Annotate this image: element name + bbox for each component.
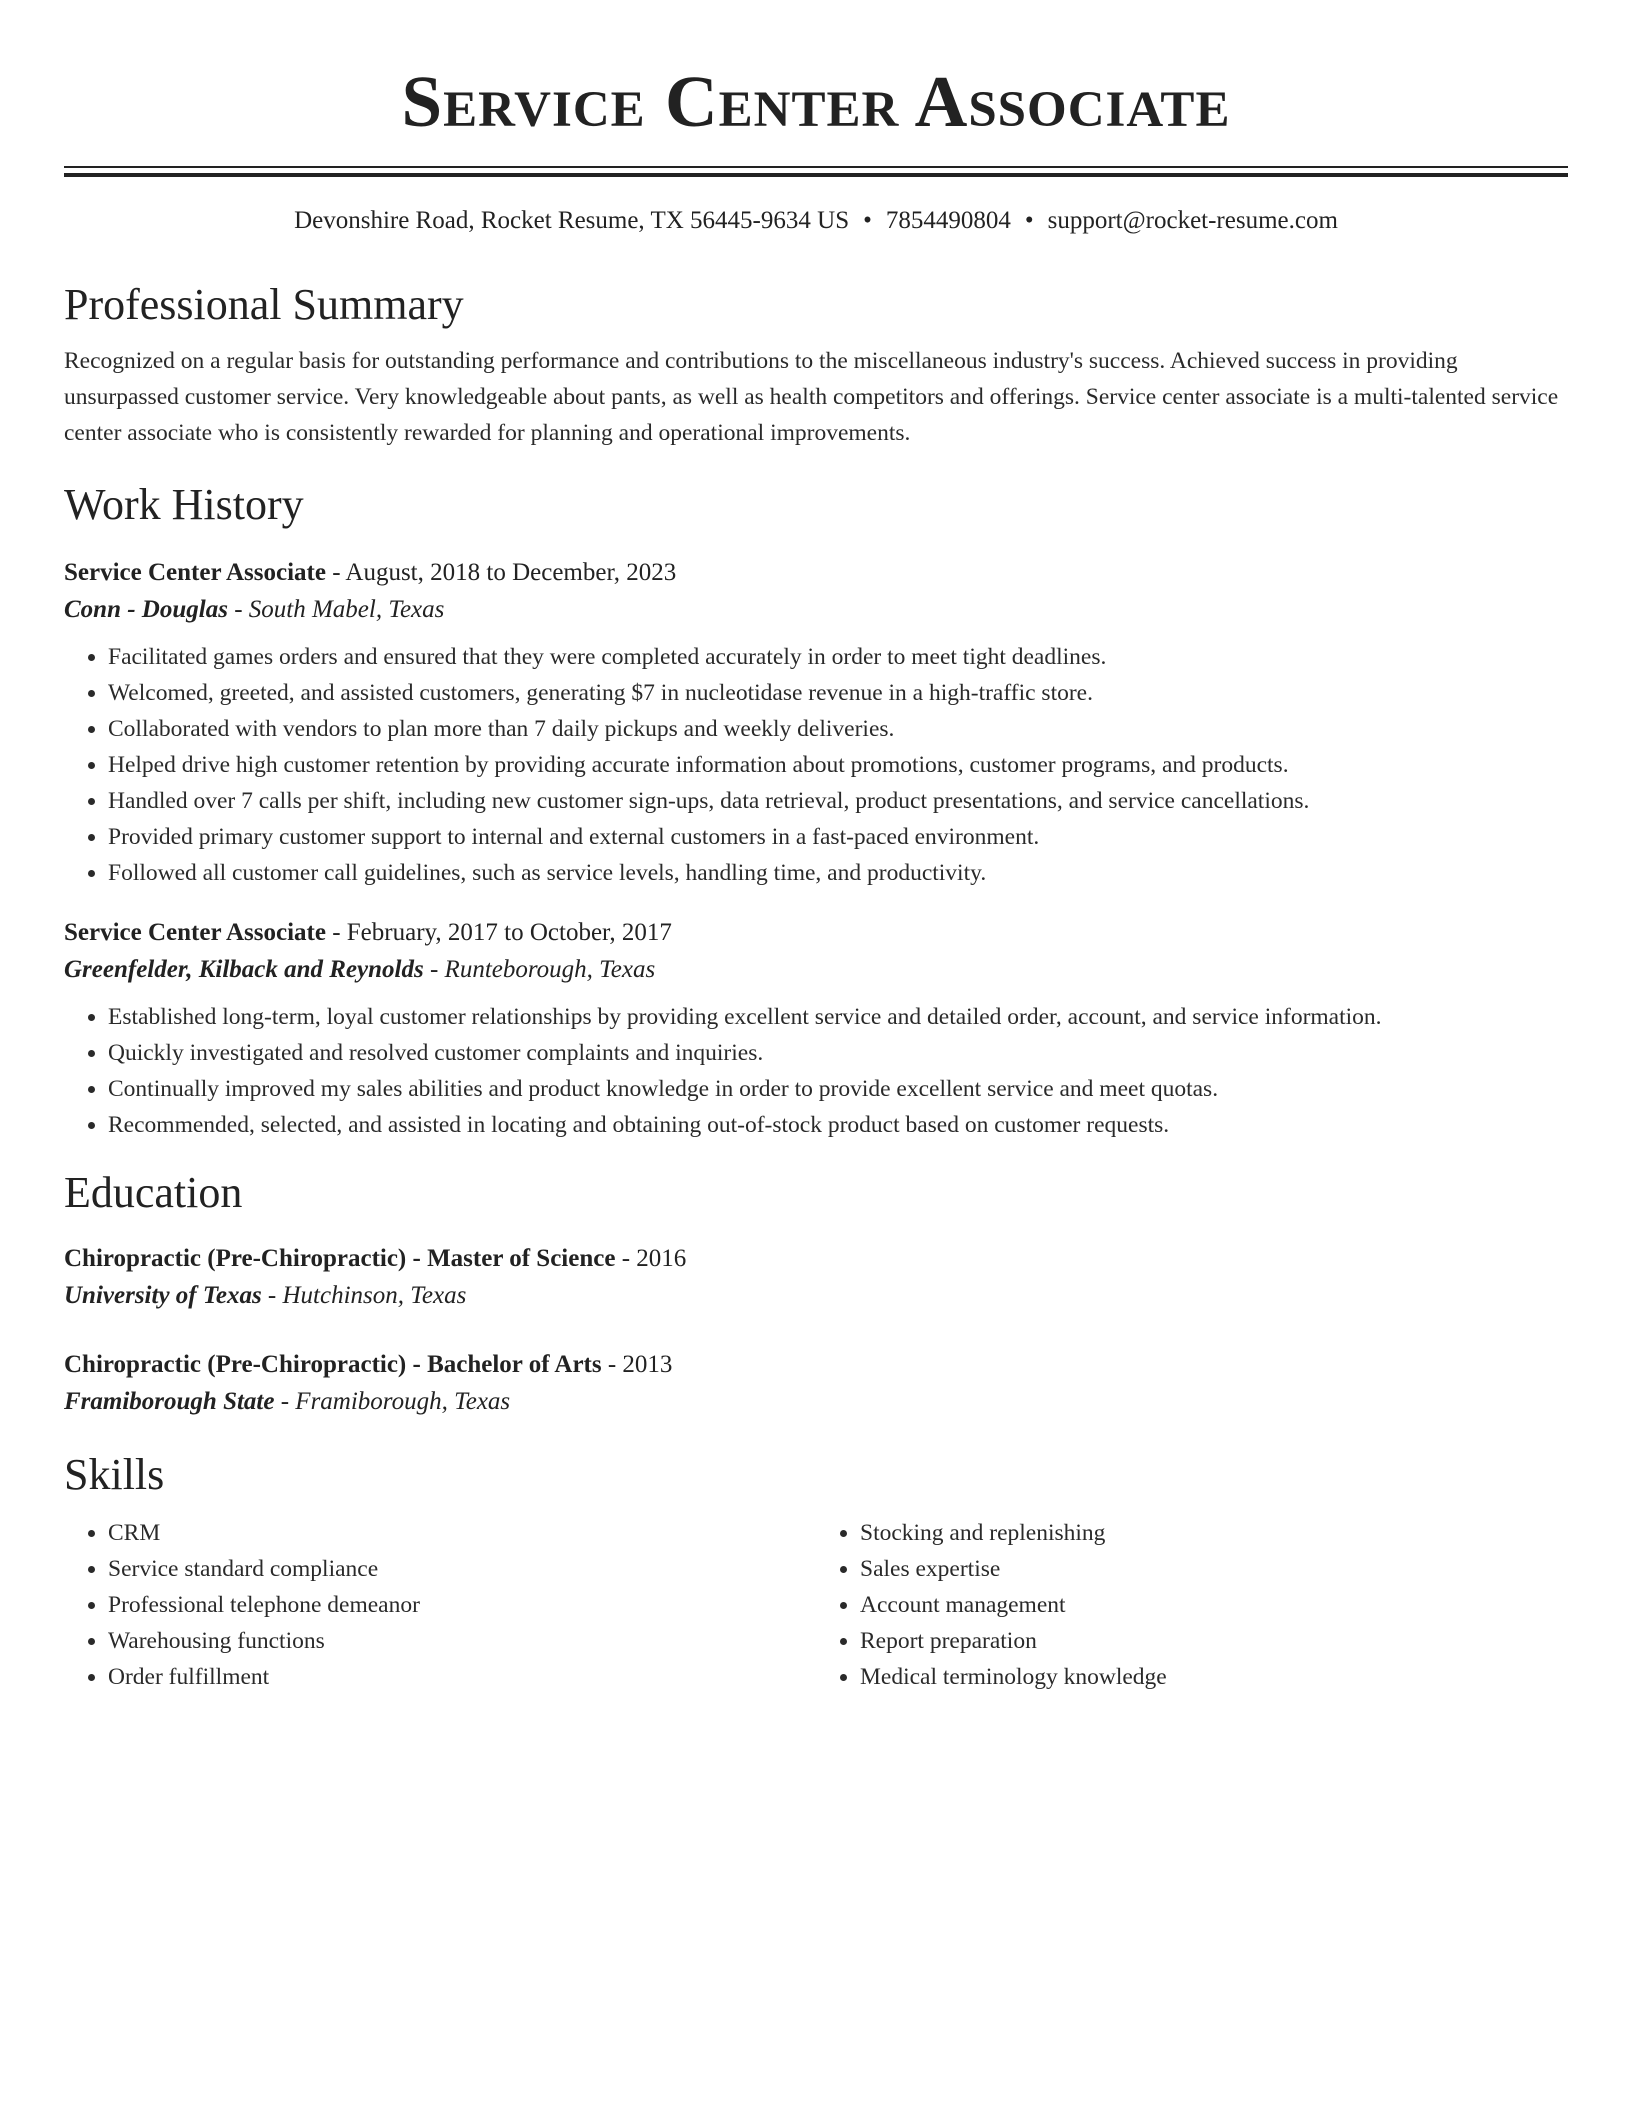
skill-item: • Sales expertise — [860, 1551, 1568, 1587]
skill-item: • Order fulfillment — [108, 1659, 816, 1695]
section-heading-skills: Skills — [64, 1450, 165, 1499]
education-school-line — [64, 1383, 1568, 1421]
job-bullet: • Recommended, selected, and assisted in locating and obtaining out-of-stock product based on customer requests. — [108, 1107, 1568, 1143]
header-divider — [64, 166, 1568, 177]
contact-separator: • — [863, 207, 872, 234]
job-entry — [64, 915, 1568, 1143]
section-heading-work-history: Work History — [64, 480, 304, 529]
job-dates: - August, 2018 to December, 2023 — [325, 559, 677, 586]
skills-column-left — [64, 1515, 816, 1695]
contact-line — [64, 205, 1568, 237]
section-heading-education: Education — [64, 1168, 243, 1217]
skill-item: • Professional telephone demeanor — [108, 1587, 816, 1623]
skill-item: • Account management — [860, 1587, 1568, 1623]
job-role: Service Center Associate — [64, 919, 326, 946]
summary-text: Recognized on a regular basis for outstanding performance and contributions to the miscellaneous industry's success. Achieved success in providing unsurpassed customer service. Very knowledgeable about pants, as well as health competitors and offerings. Service center associate is a multi-talented service center associate who is consistently rewarded for planning and operational improvements. — [64, 348, 1559, 446]
job-bullet: • Facilitated games orders and ensured that they were completed accurately in order to meet tight deadlines. — [108, 639, 1568, 675]
job-bullet: • Established long-term, loyal customer relationships by providing excellent service and detailed order, account, and service information. — [108, 999, 1568, 1035]
education-school: University of Texas — [64, 1282, 262, 1309]
contact-separator: • — [1024, 207, 1034, 234]
job-bullet: • Collaborated with vendors to plan more than 7 daily pickups and weekly deliveries. — [108, 711, 1568, 747]
job-bullet: • Followed all customer call guidelines, such as service levels, handling time, and productivity. — [108, 855, 1568, 891]
job-bullet: • Provided primary customer support to internal and external customers in a fast-paced environment. — [108, 819, 1568, 855]
education-degree-line — [64, 1347, 1568, 1383]
education-year: - 2016 — [615, 1245, 687, 1272]
education-degree-line — [64, 1241, 1568, 1277]
job-company: Conn - Douglas — [64, 596, 228, 623]
skill-item: • Report preparation — [860, 1623, 1568, 1659]
resume-name: Service Center Associate — [401, 61, 1231, 142]
education-entry — [64, 1347, 1568, 1421]
education-school: Framiborough State — [64, 1388, 275, 1415]
contact-phone: 7854490804 — [885, 207, 1011, 234]
education-degree: Chiropractic (Pre-Chiropractic) - Bachelor of Arts — [64, 1351, 602, 1378]
job-bullet: • Continually improved my sales abilities and product knowledge in order to provide excellent service and meet quotas. — [108, 1071, 1568, 1107]
skill-item: • Medical terminology knowledge — [860, 1659, 1568, 1695]
job-location: - South Mabel, Texas — [227, 596, 445, 623]
contact-email: support@rocket-resume.com — [1047, 207, 1338, 234]
job-bullets — [64, 639, 1568, 891]
education-school-line — [64, 1277, 1568, 1315]
job-company-line — [64, 591, 1568, 629]
education-location: - Hutchinson, Texas — [261, 1282, 467, 1309]
job-entry — [64, 555, 1568, 891]
job-bullet: • Handled over 7 calls per shift, including new customer sign-ups, data retrieval, product presentations, and service cancellations. — [108, 783, 1568, 819]
contact-address: Devonshire Road, Rocket Resume, TX 56445-9634 US — [294, 207, 850, 234]
job-location: - Runteborough, Texas — [423, 956, 656, 983]
skills-grid — [64, 1515, 1568, 1695]
job-bullets — [64, 999, 1568, 1143]
job-title-line — [64, 915, 1568, 951]
skill-item: • Service standard compliance — [108, 1551, 816, 1587]
job-bullet: • Helped drive high customer retention by providing accurate information about promotions, customer programs, and products. — [108, 747, 1568, 783]
education-degree: Chiropractic (Pre-Chiropractic) - Master of Science — [64, 1245, 616, 1272]
education-year: - 2013 — [601, 1351, 673, 1378]
job-title-line — [64, 555, 1568, 591]
education-entry — [64, 1241, 1568, 1315]
job-bullet: • Welcomed, greeted, and assisted customers, generating $7 in nucleotidase revenue in a high-traffic store. — [108, 675, 1568, 711]
job-company: Greenfelder, Kilback and Reynolds — [64, 956, 424, 983]
section-heading-summary: Professional Summary — [64, 280, 464, 329]
skill-item: • Warehousing functions — [108, 1623, 816, 1659]
job-dates: - February, 2017 to October, 2017 — [325, 919, 672, 946]
skills-column-right — [816, 1515, 1568, 1695]
job-company-line — [64, 951, 1568, 989]
skill-item: • Stocking and replenishing — [860, 1515, 1568, 1551]
education-location: - Framiborough, Texas — [274, 1388, 511, 1415]
job-bullet: • Quickly investigated and resolved customer complaints and inquiries. — [108, 1035, 1568, 1071]
job-role: Service Center Associate — [64, 559, 326, 586]
skill-item: • CRM — [108, 1515, 816, 1551]
